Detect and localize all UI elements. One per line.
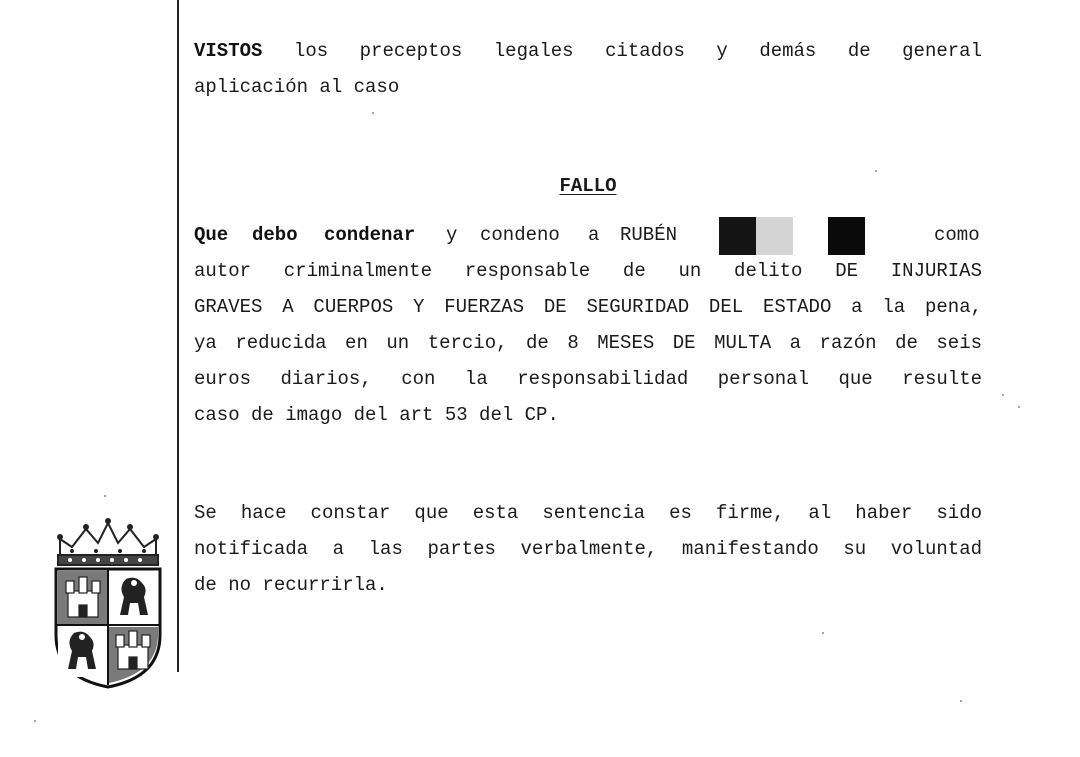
word: condeno: [480, 224, 560, 246]
margin-rule: [177, 0, 179, 672]
word: y: [716, 40, 728, 62]
redaction-box: [756, 217, 793, 255]
word: como: [934, 224, 980, 246]
word: de: [847, 40, 871, 62]
fallo-line-5: euros diarios, con la responsabilidad personal que resulte: [194, 368, 982, 390]
word: debo: [252, 224, 298, 246]
scan-speck: [1018, 406, 1020, 408]
scan-speck: [875, 170, 877, 172]
coat-of-arms-icon: [50, 517, 166, 689]
word: Que: [194, 224, 229, 246]
vistos-lead: VISTOS: [194, 40, 263, 62]
fallo-line-3: GRAVES A CUERPOS Y FUERZAS DE SEGURIDAD DEL ESTADO a la pena,: [194, 296, 982, 318]
fallo-line-4: ya reducida en un tercio, de 8 MESES DE MULTA a razón de seis: [194, 332, 982, 354]
firme-line-1: Se hace constar que esta sentencia es firme, al haber sido: [194, 502, 982, 524]
fallo-heading: [194, 168, 982, 204]
word: a: [588, 224, 600, 246]
word: legales: [493, 40, 574, 62]
fallo-line-2: autor criminalmente responsable de un delito DE INJURIAS: [194, 260, 982, 282]
fallo-line-6: caso de imago del art 53 del CP.: [194, 404, 559, 426]
scan-speck: [372, 112, 374, 114]
vistos-line-2: aplicación al caso: [194, 76, 400, 98]
firme-paragraph: [194, 495, 982, 603]
vistos-line-1: [194, 33, 982, 69]
word: los: [293, 40, 329, 62]
word: preceptos: [359, 40, 463, 62]
scan-speck: [960, 700, 962, 702]
word: demás: [759, 40, 817, 62]
word: citados: [605, 40, 685, 62]
defendant-name: RUBÉN: [620, 224, 678, 246]
scan-speck: [34, 720, 36, 722]
word: general: [902, 40, 982, 62]
scan-speck: [1002, 394, 1004, 396]
word: y: [446, 224, 458, 246]
vistos-paragraph: [194, 33, 982, 105]
fallo-title: FALLO: [559, 175, 617, 197]
firme-line-2: notificada a las partes verbalmente, manifestando su voluntad: [194, 538, 982, 560]
scan-speck: [822, 632, 824, 634]
redaction-box: [719, 217, 756, 255]
firme-line-3: de no recurrirla.: [194, 574, 388, 596]
scan-speck: [104, 495, 106, 497]
word: condenar: [324, 224, 416, 246]
redaction-box: [828, 217, 865, 255]
